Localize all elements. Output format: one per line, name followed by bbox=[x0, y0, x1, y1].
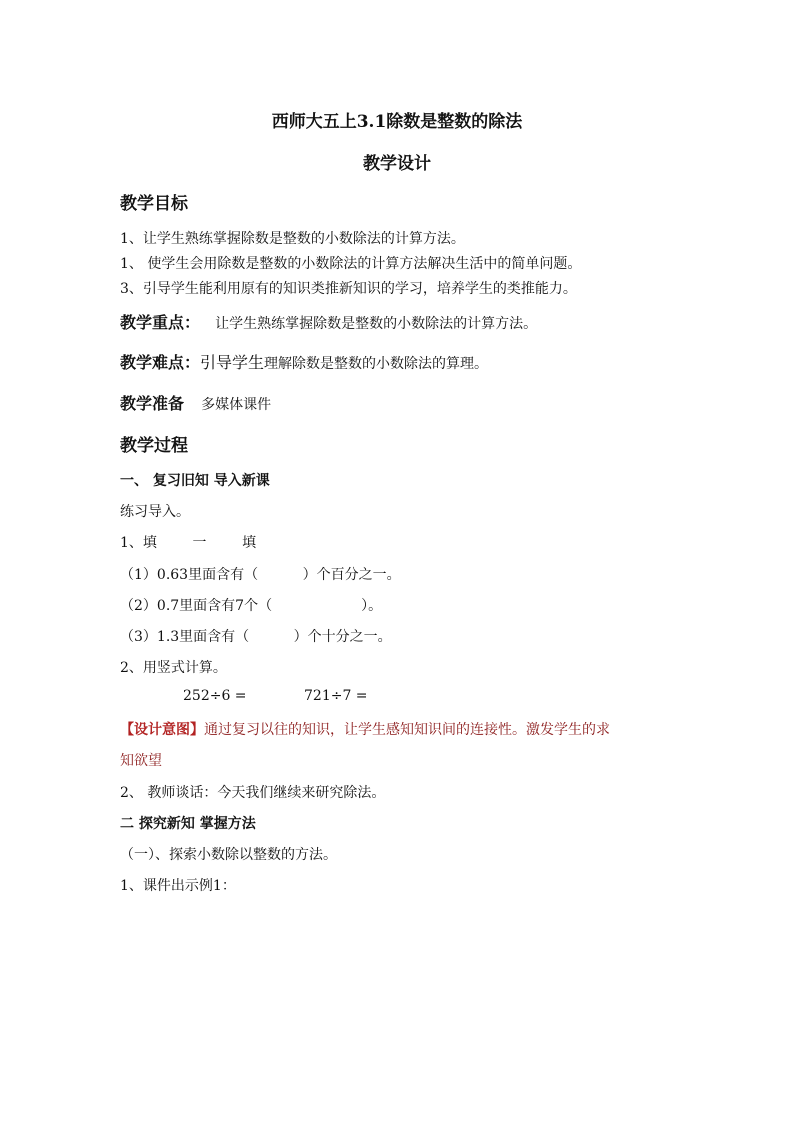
design-intent-label: 【设计意图】 bbox=[120, 722, 204, 738]
fill-item: （2）0.7里面含有7个（ ）。 bbox=[120, 598, 383, 614]
difficulty-text: 理解除数是整数的小数除法的算理。 bbox=[264, 356, 489, 372]
example-item: 1、课件出示例1： bbox=[120, 878, 236, 894]
objective-item: 1、让学生熟练掌握除数是整数的小数除法的计算方法。 bbox=[120, 231, 465, 247]
fill-item: （1）0.63里面含有（ ）个百分之一。 bbox=[120, 567, 401, 583]
design-intent bbox=[120, 719, 610, 739]
key-point-label: 教学重点： bbox=[120, 313, 201, 332]
section2-heading: 二 探究新知 掌握方法 bbox=[120, 816, 256, 832]
prep-label: 教学准备 bbox=[120, 394, 185, 413]
process-heading: 教学过程 bbox=[120, 436, 188, 456]
document-title: 西师大五上3.1除数是整数的除法 bbox=[271, 112, 523, 132]
key-point-row bbox=[120, 310, 537, 333]
objective-item: 3、引导学生能利用原有的知识类推新知识的学习，培养学生的类推能力。 bbox=[120, 281, 577, 297]
calc-expression-a: 252÷6 = bbox=[183, 688, 247, 704]
fill-item: （3）1.3里面含有（ ）个十分之一。 bbox=[120, 629, 392, 645]
design-intent-text: 通过复习以往的知识，让学生感知知识间的连接性。激发学生的求 bbox=[204, 722, 610, 738]
difficulty-row bbox=[120, 350, 488, 373]
prep-text: 多媒体课件 bbox=[201, 397, 272, 413]
difficulty-text-lead: 引导学生 bbox=[200, 353, 265, 372]
key-point-text: 让学生熟练掌握除数是整数的小数除法的计算方法。 bbox=[215, 316, 538, 332]
difficulty-label: 教学难点： bbox=[120, 353, 201, 372]
fill-title: 1、填 一 填 bbox=[120, 535, 257, 551]
teacher-talk: 2、 教师谈话：今天我们继续来研究除法。 bbox=[120, 785, 386, 801]
vertical-calc-instruction: 2、用竖式计算。 bbox=[120, 660, 227, 676]
design-intent-continued: 知欲望 bbox=[120, 753, 162, 769]
explore-item: （一）、探索小数除以整数的方法。 bbox=[120, 847, 337, 863]
objective-item: 1、 使学生会用除数是整数的小数除法的计算方法解决生活中的简单问题。 bbox=[120, 256, 582, 272]
objectives-heading: 教学目标 bbox=[120, 194, 188, 214]
practice-intro: 练习导入。 bbox=[120, 504, 190, 520]
document-subtitle: 教学设计 bbox=[363, 154, 431, 174]
prep-row bbox=[120, 391, 271, 414]
calc-expression-b: 721÷7 = bbox=[304, 688, 368, 704]
section1-heading: 一、 复习旧知 导入新课 bbox=[120, 473, 270, 489]
